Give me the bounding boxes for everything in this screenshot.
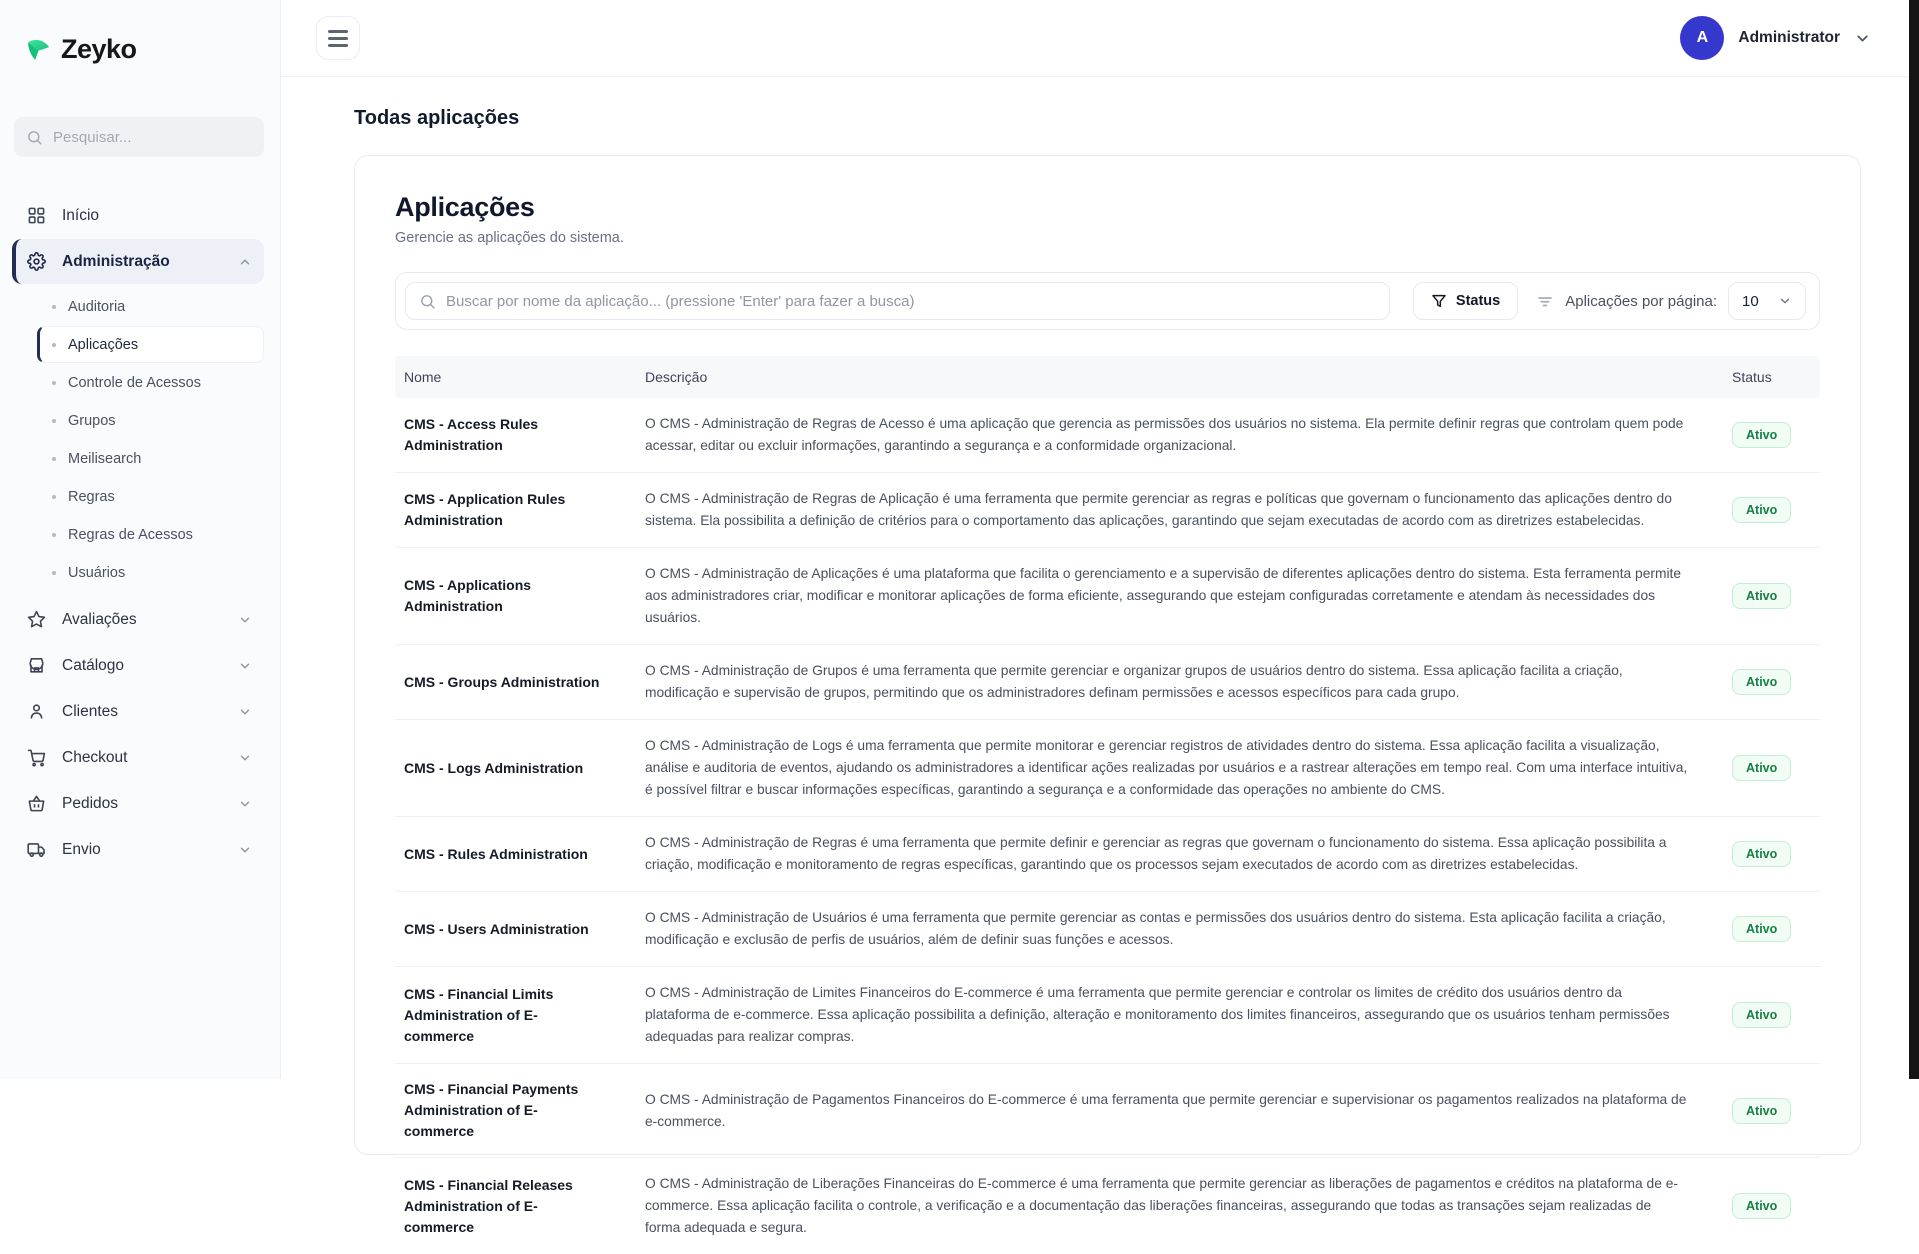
sidebar-subitem-usuarios[interactable] — [37, 554, 264, 591]
basket-icon — [27, 794, 46, 813]
table-header-row — [395, 356, 1820, 398]
subitem-label: Controle de Acessos — [68, 375, 201, 391]
subitem-label: Auditoria — [68, 299, 125, 315]
sidebar-item-label: Início — [62, 207, 252, 225]
sidebar-item-envio[interactable] — [12, 827, 264, 872]
applications-table — [395, 356, 1820, 1254]
sidebar-item-label: Catálogo — [62, 657, 222, 675]
chevron-down-icon — [238, 843, 252, 857]
application-description: O CMS - Administração de Limites Financeiros do E-commerce é uma ferramenta que permite gerenciar e controlar os limites de crédito dos usuários dentro da plataforma de e-commerce. Essa aplicação possibilita a definição, alteração e monitoramento dos limites financeiros, assegurando que os usuários tenham permissões adequadas para realizar compras. — [637, 967, 1724, 1064]
application-search[interactable] — [405, 282, 1390, 320]
sidebar-search-input[interactable] — [53, 129, 252, 146]
application-description: O CMS - Administração de Regras é uma ferramenta que permite definir e gerenciar as regras que governam o funcionamento do sistema. Essa aplicação possibilita a criação, modificação e monitoramento de regras específicas, garantindo que os processos sejam executados de acordo com as diretrizes estabelecidas. — [637, 817, 1724, 892]
status-badge: Ativo — [1732, 755, 1791, 781]
brand-logo[interactable] — [0, 34, 280, 65]
status-filter-label: Status — [1456, 293, 1500, 309]
application-name: CMS - Application Rules Administration — [395, 473, 637, 548]
sidebar-item-avaliacoes[interactable] — [12, 597, 264, 642]
sidebar-item-administracao[interactable] — [12, 239, 264, 284]
application-search-input[interactable] — [446, 293, 1376, 310]
sidebar — [0, 0, 281, 1079]
bullet-dot-icon — [52, 343, 56, 347]
sidebar-item-label: Envio — [62, 841, 222, 859]
filter-lines-icon — [1536, 292, 1554, 310]
status-badge: Ativo — [1732, 916, 1791, 942]
status-badge: Ativo — [1732, 422, 1791, 448]
administracao-submenu — [0, 288, 280, 591]
subitem-label: Meilisearch — [68, 451, 141, 467]
topbar — [281, 0, 1919, 77]
sidebar-item-checkout[interactable] — [12, 735, 264, 780]
chevron-down-icon — [238, 797, 252, 811]
sidebar-item-clientes[interactable] — [12, 689, 264, 734]
chevron-down-icon — [1854, 30, 1871, 47]
application-description: O CMS - Administração de Aplicações é uma plataforma que facilita o gerenciamento e a supervisão de diferentes aplicações dentro do sistema. Esta ferramenta permite aos administradores criar, modificar e monitorar aplicações de forma eficiente, assegurando que estejam configuradas corretamente e atendam às necessidades dos usuários. — [637, 548, 1724, 645]
sidebar-subitem-controle-de-acessos[interactable] — [37, 364, 264, 401]
card-title: Aplicações — [395, 192, 1820, 223]
grid-icon — [27, 206, 46, 225]
table-row — [395, 548, 1820, 645]
card-subtitle: Gerencie as aplicações do sistema. — [395, 230, 1820, 246]
application-description: O CMS - Administração de Grupos é uma ferramenta que permite gerenciar e organizar grupos de usuários dentro do sistema. Essa aplicação facilita a criação, modificação e supervisão de grupos, permitindo que os administradores definam permissões e acessos específicos para cada grupo. — [637, 645, 1724, 720]
table-row — [395, 645, 1820, 720]
application-description: O CMS - Administração de Liberações Financeiras do E-commerce é uma ferramenta que permite gerenciar as liberações de pagamentos e créditos na plataforma de e-commerce. Essa aplicação facilita o controle, a verificação e a documentação das liberações financeiras, assegurando que todas as transações sejam realizadas de forma adequada e segura. — [637, 1158, 1724, 1254]
user-icon — [27, 702, 46, 721]
status-badge: Ativo — [1732, 669, 1791, 695]
application-name: CMS - Financial Payments Administration of E-commerce — [395, 1064, 637, 1158]
page-content — [281, 77, 1919, 1155]
subitem-label: Grupos — [68, 413, 116, 429]
sidebar-subitem-regras-de-acessos[interactable] — [37, 516, 264, 553]
user-menu[interactable] — [1680, 16, 1871, 60]
star-icon — [27, 610, 46, 629]
application-name: CMS - Applications Administration — [395, 548, 637, 645]
user-name: Administrator — [1738, 29, 1840, 47]
subitem-label: Regras de Acessos — [68, 527, 193, 543]
sidebar-item-label: Avaliações — [62, 611, 222, 629]
column-header-nome: Nome — [395, 356, 637, 398]
avatar: A — [1680, 16, 1724, 60]
applications-table-body — [395, 398, 1820, 1254]
chevron-down-icon — [1778, 294, 1792, 308]
table-row — [395, 1064, 1820, 1158]
application-name: CMS - Groups Administration — [395, 645, 637, 720]
bullet-dot-icon — [52, 419, 56, 423]
truck-icon — [27, 840, 46, 859]
per-page-select[interactable] — [1728, 282, 1806, 320]
application-description: O CMS - Administração de Pagamentos Financeiros do E-commerce é uma ferramenta que permite gerenciar e supervisionar os pagamentos realizados na plataforma de e-commerce. — [637, 1064, 1724, 1158]
store-icon — [27, 656, 46, 675]
application-description: O CMS - Administração de Logs é uma ferramenta que permite monitorar e gerenciar registros de atividades dentro do sistema. Essa aplicação facilita a visualização, análise e auditoria de eventos, ajudando os administradores a identificar ações realizadas por usuários e a rastrear alterações em tempo real. Com uma interface intuitiva, é possível filtrar e buscar informações específicas, garantindo a segurança e a conformidade das operações no ambiente do CMS. — [637, 720, 1724, 817]
bullet-dot-icon — [52, 305, 56, 309]
bullet-dot-icon — [52, 381, 56, 385]
column-header-descricao: Descrição — [637, 356, 1724, 398]
brand-name: Zeyko — [61, 34, 137, 65]
table-row — [395, 473, 1820, 548]
application-description: O CMS - Administração de Regras de Acesso é uma aplicação que gerencia as permissões dos usuários no sistema. Ela permite definir regras que controlam quem pode acessar, editar ou excluir informações, garantindo a segurança e a conformidade organizacional. — [637, 398, 1724, 473]
application-name: CMS - Access Rules Administration — [395, 398, 637, 473]
hamburger-menu-button[interactable] — [316, 16, 360, 60]
status-badge: Ativo — [1732, 1098, 1791, 1124]
bullet-dot-icon — [52, 571, 56, 575]
table-toolbar — [395, 272, 1820, 330]
subitem-label: Aplicações — [68, 337, 138, 353]
gear-icon — [27, 252, 46, 271]
application-name: CMS - Financial Releases Administration of E-commerce — [395, 1158, 637, 1254]
chevron-down-icon — [238, 613, 252, 627]
sidebar-subitem-auditoria[interactable] — [37, 288, 264, 325]
application-name: CMS - Users Administration — [395, 892, 637, 967]
per-page-label: Aplicações por página: — [1565, 293, 1717, 310]
sidebar-item-label: Clientes — [62, 703, 222, 721]
funnel-icon — [1431, 293, 1447, 309]
subitem-label: Usuários — [68, 565, 125, 581]
chevron-down-icon — [238, 659, 252, 673]
status-badge: Ativo — [1732, 497, 1791, 523]
chevron-up-icon — [238, 255, 252, 269]
column-header-status: Status — [1724, 356, 1820, 398]
sidebar-item-pedidos[interactable] — [12, 781, 264, 826]
application-name: CMS - Logs Administration — [395, 720, 637, 817]
main-area — [281, 0, 1919, 1079]
sidebar-subitem-aplicacoes[interactable] — [37, 326, 264, 363]
status-filter-button[interactable] — [1413, 282, 1518, 320]
zeyko-logo-icon — [24, 36, 52, 64]
application-description: O CMS - Administração de Regras de Aplicação é uma ferramenta que permite gerenciar as regras e políticas que governam o funcionamento das aplicações dentro do sistema. Ela possibilita a definição de critérios para o comportamento das aplicações, garantindo que sejam executadas de acordo com as diretrizes estabelecidas. — [637, 473, 1724, 548]
sidebar-item-label: Pedidos — [62, 795, 222, 813]
cart-icon — [27, 748, 46, 767]
table-row — [395, 967, 1820, 1064]
status-badge: Ativo — [1732, 841, 1791, 867]
bullet-dot-icon — [52, 495, 56, 499]
table-row — [395, 1158, 1820, 1254]
toolbar-right — [1413, 282, 1810, 320]
sidebar-item-inicio[interactable] — [12, 193, 264, 238]
application-name: CMS - Financial Limits Administration of E-commerce — [395, 967, 637, 1064]
status-badge: Ativo — [1732, 1193, 1791, 1219]
table-row — [395, 720, 1820, 817]
search-icon — [419, 293, 436, 310]
table-row — [395, 817, 1820, 892]
search-icon — [26, 129, 43, 146]
sidebar-item-label: Checkout — [62, 749, 222, 767]
sidebar-search[interactable] — [14, 117, 264, 157]
sidebar-item-catalogo[interactable] — [12, 643, 264, 688]
page-title: Todas aplicações — [354, 107, 1861, 130]
applications-card — [354, 155, 1861, 1155]
subitem-label: Regras — [68, 489, 115, 505]
application-name: CMS - Rules Administration — [395, 817, 637, 892]
chevron-down-icon — [238, 705, 252, 719]
bullet-dot-icon — [52, 533, 56, 537]
sidebar-item-label: Administração — [62, 253, 222, 271]
bullet-dot-icon — [52, 457, 56, 461]
status-badge: Ativo — [1732, 583, 1791, 609]
table-row — [395, 892, 1820, 967]
table-row — [395, 398, 1820, 473]
per-page-value: 10 — [1742, 293, 1759, 310]
per-page-control — [1536, 282, 1806, 320]
status-badge: Ativo — [1732, 1002, 1791, 1028]
chevron-down-icon — [238, 751, 252, 765]
sidebar-nav — [0, 193, 280, 872]
sidebar-subitem-grupos[interactable] — [37, 402, 264, 439]
application-description: O CMS - Administração de Usuários é uma ferramenta que permite gerenciar as contas e permissões dos usuários dentro do sistema. Esta aplicação facilita a criação, modificação e exclusão de perfis de usuários, além de definir suas funções e acessos. — [637, 892, 1724, 967]
page-scrollbar[interactable] — [1909, 0, 1919, 1079]
sidebar-subitem-meilisearch[interactable] — [37, 440, 264, 477]
sidebar-subitem-regras[interactable] — [37, 478, 264, 515]
